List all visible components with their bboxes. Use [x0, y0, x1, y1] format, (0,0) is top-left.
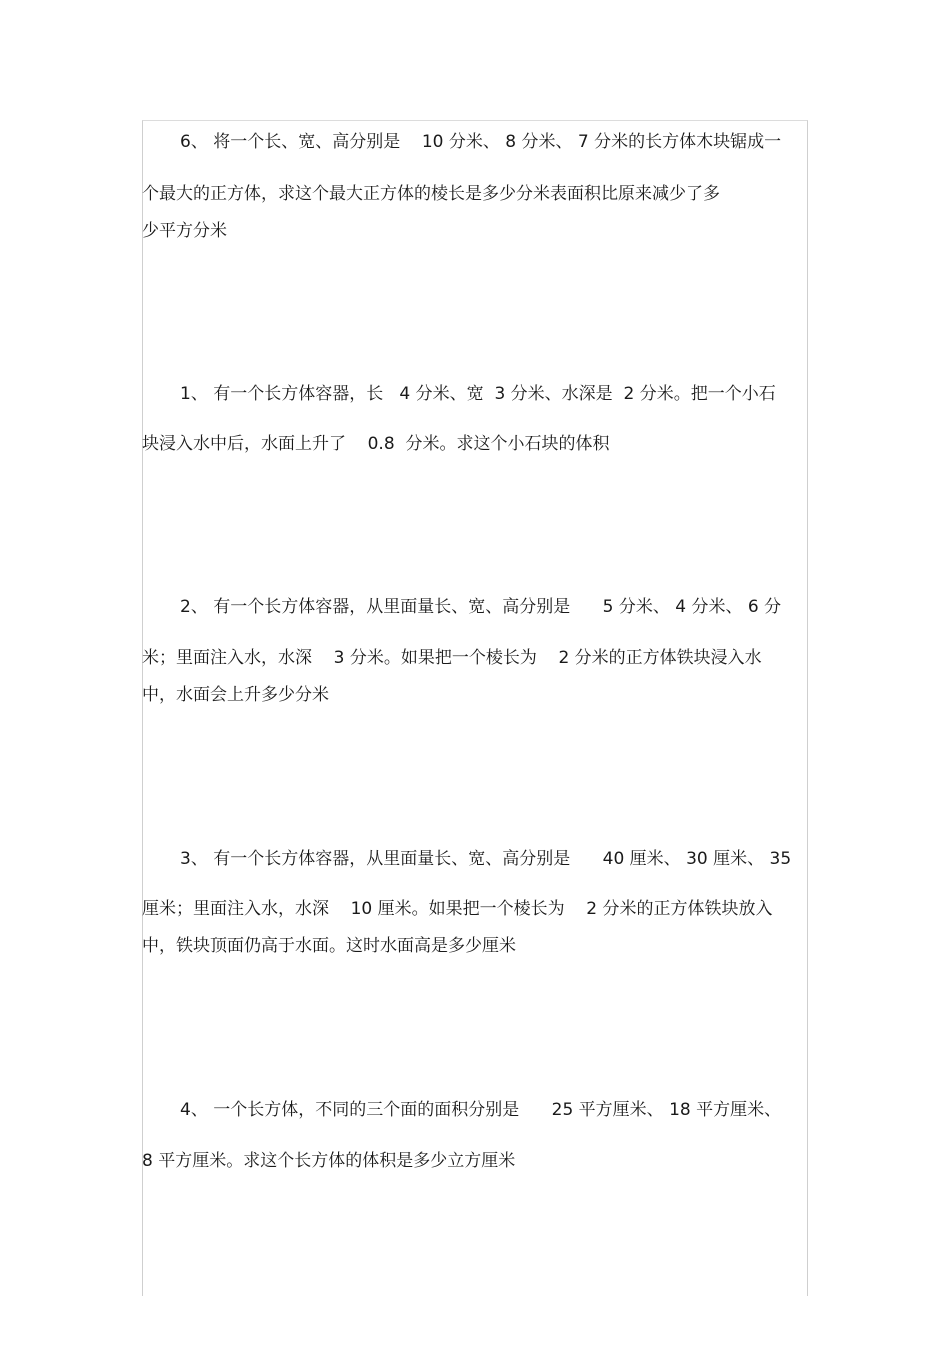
problem-4-line-2: 8 平方厘米。求这个长方体的体积是多少立方厘米	[142, 1151, 516, 1171]
problem-6-line-3: 少平方分米	[142, 221, 227, 241]
problem-3-line-3: 中，铁块顶面仍高于水面。这时水面高是多少厘米	[142, 936, 516, 956]
problem-2-line-1: 2、 有一个长方体容器，从里面量长、宽、高分别是 5 分米、 4 分米、 6 分	[180, 597, 782, 617]
problem-1-line-2: 块浸入水中后，水面上升了 0.8 分米。求这个小石块的体积	[142, 434, 610, 454]
problem-3-line-1: 3、 有一个长方体容器，从里面量长、宽、高分别是 40 厘米、 30 厘米、 35	[180, 849, 792, 869]
problem-4-line-1: 4、 一个长方体，不同的三个面的面积分别是 25 平方厘米、 18 平方厘米、	[180, 1100, 782, 1120]
problem-6-line-2: 个最大的正方体，求这个最大正方体的棱长是多少分米表面积比原来减少了多	[142, 184, 720, 204]
problem-3-line-2: 厘米；里面注入水，水深 10 厘米。如果把一个棱长为 2 分米的正方体铁块放入	[142, 899, 773, 919]
problem-2-line-2: 米；里面注入水，水深 3 分米。如果把一个棱长为 2 分米的正方体铁块浸入水	[142, 648, 762, 668]
problem-1-line-1: 1、 有一个长方体容器，长 4 分米、宽 3 分米、水深是 2 分米。把一个小石	[180, 384, 776, 404]
problem-6-line-1: 6、 将一个长、宽、高分别是 10 分米、 8 分米、 7 分米的长方体木块锯成一	[180, 132, 782, 152]
problem-2-line-3: 中，水面会上升多少分米	[142, 685, 329, 705]
